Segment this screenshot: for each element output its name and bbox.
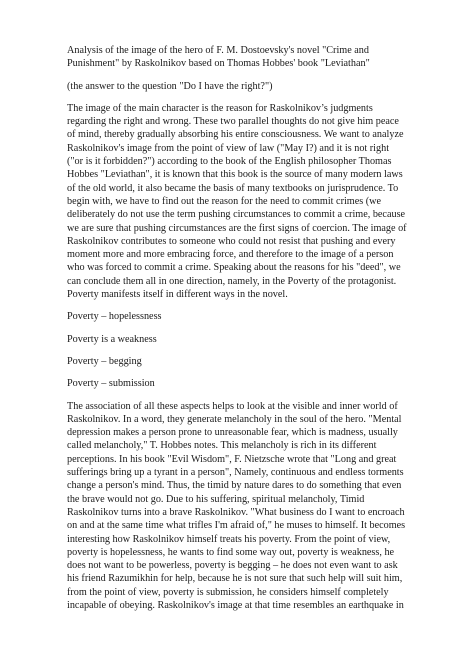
text-line: begin with, we have to find out the reason for the need to commit crimes (we xyxy=(67,195,382,207)
text-line: depression makes a person prone to unreasonable fear, which is madness, usually xyxy=(67,427,398,439)
list-item-text: Poverty is a weakness xyxy=(67,333,157,345)
text-line: poverty is hopelessness, he wants to find some way out, poverty is weakness, he xyxy=(67,546,395,558)
text-line: can conclude them all in one direction, namely, in the Poverty of the protagonist. xyxy=(67,275,397,287)
list-item-text: Poverty – hopelessness xyxy=(67,311,162,323)
list-item xyxy=(67,377,435,390)
document-subtitle xyxy=(67,80,435,93)
list-item xyxy=(67,355,435,368)
text-line: Poverty manifests itself in different ways in the novel. xyxy=(67,289,288,301)
text-line: regarding the right and wrong. These two parallel thoughts do not give him peace xyxy=(67,116,399,128)
list-item-text: Poverty – submission xyxy=(67,378,155,390)
text-line: change a person's mind. Thus, the timid by nature dares to do something that even xyxy=(67,480,402,492)
paragraph-2 xyxy=(67,400,435,613)
text-line: called melancholy," T. Hobbes notes. This melancholy is rich in its different xyxy=(67,440,377,452)
title-line: Punishment" by Raskolnikov based on Thomas Hobbes' book "Leviathan" xyxy=(67,58,370,70)
text-line: Raskolnikov contributes to someone who could not resist that pushing and every xyxy=(67,235,396,247)
text-line: The image of the main character is the reason for Raskolnikov’s judgments xyxy=(67,102,373,114)
paragraph-1 xyxy=(67,102,435,301)
text-line: incapable of obeying. Raskolnikov's image at that time resembles an earthquake in xyxy=(67,599,404,611)
text-line: Hobbes "Leviathan", it is known that this book is the source of many modern laws xyxy=(67,169,403,181)
text-line: interesting how Raskolnikov himself treats his poverty. From the point of view, xyxy=(67,533,391,545)
text-line: Raskolnikov. In a word, they generate melancholy in the soul of the hero. "Mental xyxy=(67,413,402,425)
text-line: does not want to be powerless, poverty is begging – he does not even want to ask xyxy=(67,560,398,572)
text-line: of the old world, it also became the basis of many textbooks on jurisprudence. To xyxy=(67,182,399,194)
text-line: from the point of view, poverty is submission, he considers himself completely xyxy=(67,586,389,598)
list-item xyxy=(67,333,435,346)
text-line: of mind, thereby gradually absorbing his entire consciousness. We want to analyze xyxy=(67,129,404,141)
text-line: his friend Razumikhin for help, because he is not sure that such help will suit him, xyxy=(67,573,403,585)
text-line: Raskolnikov's image from the point of view of law ("May I?) and it is not right xyxy=(67,142,390,154)
list-item-text: Poverty – begging xyxy=(67,355,142,367)
text-line: Raskolnikov turns into a brave Raskolnikov. "What business do I want to encroach xyxy=(67,506,405,518)
list-item xyxy=(67,310,435,323)
text-line: the brave would not go. Due to his suffering, spiritual melancholy, Timid xyxy=(67,493,365,505)
text-line: on and at the same time what trifles I'm afraid of," he muses to himself. It becomes xyxy=(67,520,406,532)
text-line: perceptions. In his book "Evil Wisdom", F. Nietzsche wrote that "Long and great xyxy=(67,453,397,465)
text-line: deliberately do not use the term pushing circumstances to commit a crime, because xyxy=(67,209,406,221)
text-line: who was forced to commit a crime. Speaking about the reasons for his "deed", we xyxy=(67,262,401,274)
subtitle-line: (the answer to the question "Do I have the right?") xyxy=(67,80,273,92)
text-line: moment more and more embracing force, and therefore to the image of a person xyxy=(67,249,394,261)
document-body xyxy=(67,44,435,621)
text-line: The association of all these aspects helps to look at the visible and inner world of xyxy=(67,400,398,412)
text-line: sufferings bring up a tyrant in a person", Namely, continuous and endless torments xyxy=(67,467,404,479)
text-line: we are sure that pushing circumstances are the first signs of coercion. The image of xyxy=(67,222,407,234)
document-title xyxy=(67,44,435,71)
title-line: Analysis of the image of the hero of F. M. Dostoevsky's novel "Crime and xyxy=(67,45,369,56)
text-line: ("or is it forbidden?") according to the book of the English philosopher Thomas xyxy=(67,156,392,168)
